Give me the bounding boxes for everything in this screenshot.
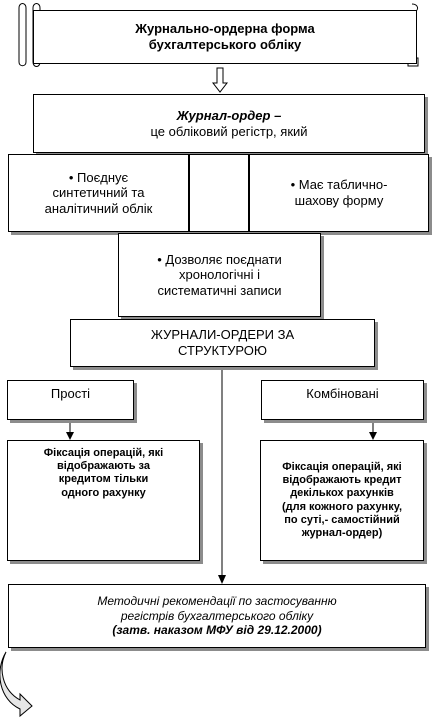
feature-middle-box: [189, 154, 249, 232]
type-combined-label: Комбіновані: [306, 386, 379, 401]
feature-right-box: [249, 154, 429, 232]
feature-center-line1: • Дозволяє поєднати: [157, 251, 282, 267]
simple-desc-line2: відображають за: [57, 460, 150, 473]
feature-left-line1: • Поєднує: [68, 169, 129, 185]
feature-center-box: [118, 233, 321, 317]
type-simple-box: [7, 380, 134, 420]
arrow-head-simple: [66, 432, 74, 440]
simple-desc-box: [7, 440, 200, 561]
simple-desc-line4: одного рахунку: [61, 486, 146, 499]
arrow-head-central: [218, 575, 226, 584]
simple-desc-line3: кредитом тільки: [58, 473, 149, 486]
feature-center-line2: хронологічні і: [178, 267, 260, 283]
recommendations-line2: регістрів бухгалтерського обліку: [120, 608, 314, 623]
structure-box: [70, 319, 375, 367]
definition-term: Журнал-ордер –: [176, 107, 282, 123]
definition-text: це обліковий регістр, який: [150, 123, 308, 139]
hollow-down-arrow: [213, 68, 227, 92]
type-combined-box: [261, 380, 424, 420]
recommendations-box: [8, 584, 426, 648]
curved-arrow-icon: [0, 652, 32, 716]
structure-line1: ЖУРНАЛИ-ОРДЕРИ ЗА: [150, 327, 295, 343]
scroll-title-line2: бухгалтерського обліку: [148, 37, 302, 52]
feature-left-line2: синтетичний та: [52, 185, 145, 201]
combined-desc-line2: відображають кредит: [282, 474, 402, 487]
feature-center-line3: систематичні записи: [157, 282, 282, 298]
combined-desc-line3: декількох рахунків: [290, 487, 394, 500]
scroll-title-line1: Журнально-ордерна форма: [135, 21, 315, 37]
combined-desc-box: [260, 440, 424, 561]
arrow-head-combined: [369, 432, 377, 440]
type-simple-label: Прості: [50, 386, 91, 401]
feature-left-box: [8, 154, 189, 232]
feature-right-line1: • Має таблично-: [290, 177, 388, 193]
definition-box: [33, 94, 425, 153]
scroll-title-box: [33, 10, 417, 64]
feature-right-line2: шахову форму: [294, 193, 384, 208]
simple-desc-line1: Фіксація операцій, які: [43, 447, 164, 459]
combined-desc-line5: по суті,- самостійний: [284, 513, 400, 526]
combined-desc-line1: Фіксація операцій, які: [282, 460, 402, 473]
recommendations-line1: Методичні рекомендації по застосуванню: [97, 594, 337, 609]
recommendations-line3: (затв. наказом МФУ від 29.12.2000): [112, 623, 322, 638]
structure-line2: СТРУКТУРОЮ: [178, 343, 267, 358]
combined-desc-line4: (для кожного рахунку,: [281, 500, 403, 513]
feature-left-line3: аналітичний облік: [44, 200, 153, 216]
combined-desc-line6: журнал-ордер): [301, 526, 383, 539]
